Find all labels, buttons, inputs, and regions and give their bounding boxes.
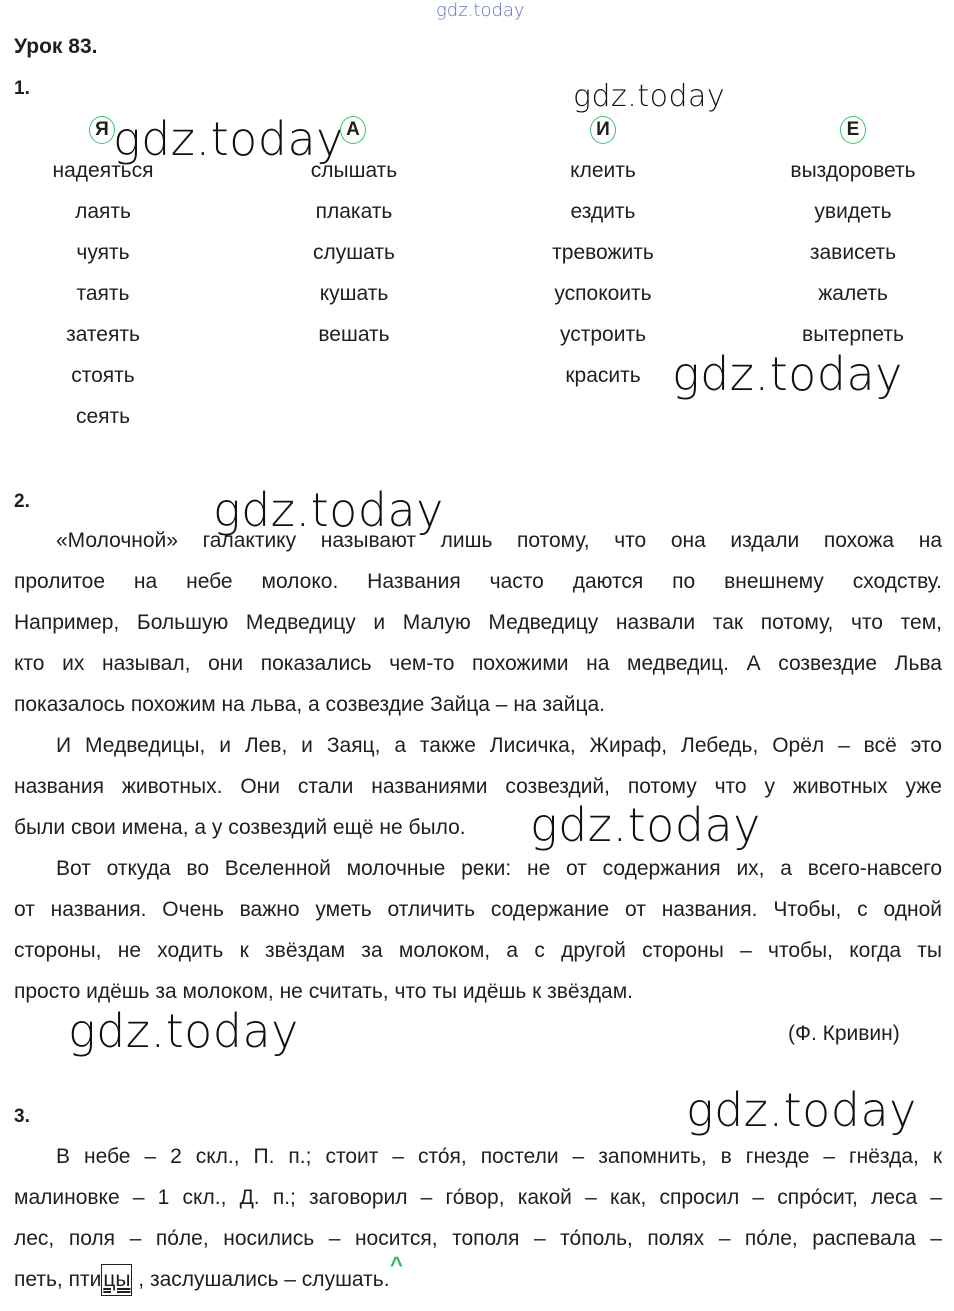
- word: увидеть: [814, 200, 892, 223]
- watermark: gdz.today: [530, 798, 761, 852]
- word: вешать: [318, 323, 390, 346]
- word: плакать: [315, 200, 393, 223]
- text-line: были свои имена, а у созвездий ещё не было.: [14, 816, 466, 839]
- word: слышать: [310, 159, 398, 182]
- text-line: Вот откуда во Вселенной молочные реки: не от содержания их, а всего-навсего: [56, 857, 942, 880]
- text-line: Например, Большую Медведицу и Малую Медведицу назвали так потому, что тем,: [14, 611, 942, 634]
- text-line: от названия. Очень важно уметь отличить содержание от названия. Чтобы, с одной: [14, 898, 942, 921]
- word-column-ya: [3, 150, 203, 437]
- column-letter-ya: Я: [89, 116, 115, 144]
- column-letter-i: И: [590, 116, 616, 144]
- column-letter-e: Е: [840, 116, 866, 144]
- word: кушать: [319, 282, 389, 305]
- word-column-i: [503, 150, 703, 396]
- text-line: кто их называл, они показались чем-то похожими на медведиц. А созвездие Льва: [14, 652, 942, 675]
- watermark: gdz.today: [672, 347, 903, 401]
- text-line: просто идёшь за молоком, не считать, что ты идёшь к звёздам.: [14, 980, 633, 1003]
- column-letter-a: А: [340, 116, 366, 144]
- text-line: «Молочной» галактику называют лишь потому, что она издали похожа на: [56, 529, 942, 552]
- task1-number: 1.: [14, 78, 30, 99]
- watermark: gdz.today: [573, 79, 726, 114]
- text-line: малиновке – 1 скл., Д. п.; заговорил – го́вор, какой – как, спросил – спро́сит, леса –: [14, 1186, 942, 1209]
- text-fragment: , заслушались – слушать.: [138, 1268, 390, 1291]
- boxed-ending: цы: [101, 1264, 132, 1296]
- task3-text: [14, 1136, 942, 1300]
- word: тревожить: [552, 241, 654, 264]
- lesson-title: Урок 83.: [14, 35, 98, 58]
- word: устроить: [559, 323, 647, 346]
- word-column-a: [254, 150, 454, 355]
- word: слушать: [313, 241, 395, 264]
- task3-number: 3.: [14, 1106, 30, 1127]
- watermark-top: gdz.today: [436, 0, 525, 21]
- word: лаять: [75, 200, 131, 223]
- word: надеяться: [52, 159, 154, 182]
- word: жалеть: [818, 282, 888, 305]
- task2-number: 2.: [14, 491, 30, 512]
- word: красить: [565, 364, 641, 387]
- text-line: показалось похожим на льва, а созвездие Зайца – на зайца.: [14, 693, 606, 716]
- accent-caret: ^: [390, 1252, 403, 1277]
- author-signature: (Ф. Кривин): [788, 1022, 900, 1045]
- watermark: gdz.today: [68, 1004, 299, 1058]
- watermark: gdz.today: [213, 483, 444, 537]
- word: стоять: [71, 364, 135, 387]
- text-line-last: [14, 1259, 942, 1300]
- word: таять: [76, 282, 130, 305]
- text-line: пролитое на небе молоко. Названия часто даются по внешнему сходству.: [14, 570, 942, 593]
- word: успокоить: [554, 282, 652, 305]
- text-line: В небе – 2 скл., П. п.; стоит – сто́я, постели – запомнить, в гнезде – гнёзда, к: [56, 1145, 942, 1168]
- word-column-e: [753, 150, 953, 355]
- text-fragment: петь, пти: [14, 1268, 102, 1291]
- watermark: gdz.today: [686, 1083, 917, 1137]
- text-line: И Медведицы, и Лев, и Заяц, а также Лисичка, Жираф, Лебедь, Орёл – всё это: [56, 734, 942, 757]
- text-line: названия животных. Они стали названиями созвездий, потому что у животных уже: [14, 775, 942, 798]
- task2-text: [14, 520, 942, 1012]
- word: зависеть: [809, 241, 897, 264]
- word: сеять: [75, 405, 131, 428]
- watermark: gdz.today: [113, 112, 344, 166]
- text-line: стороны, не ходить к звёздам за молоком, а с другой стороны – чтобы, когда ты: [14, 939, 942, 962]
- text-line: лес, поля – по́ле, носились – носится, тополя – то́поль, полях – по́ле, распевала –: [14, 1227, 942, 1250]
- word: чуять: [76, 241, 130, 264]
- word: затеять: [66, 323, 140, 346]
- word: ездить: [570, 200, 636, 223]
- word: клеить: [570, 159, 636, 182]
- word: выздороветь: [790, 159, 916, 182]
- word: вытерпеть: [802, 323, 904, 346]
